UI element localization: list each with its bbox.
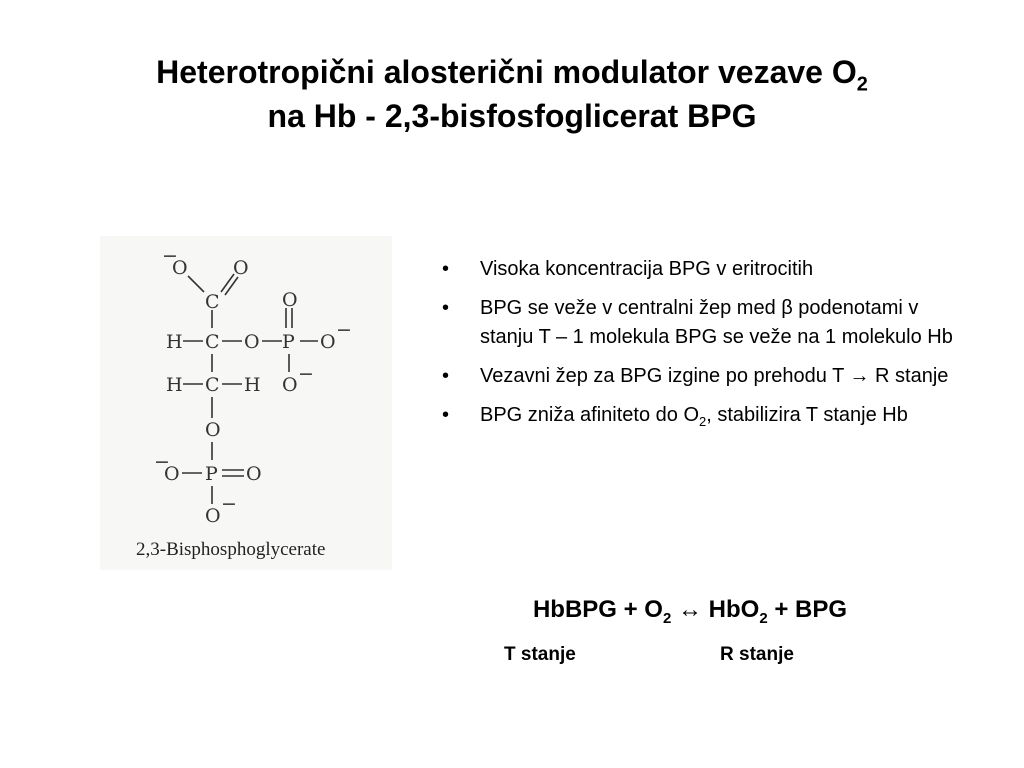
minus-sign: − xyxy=(298,363,314,385)
atom-o: O xyxy=(320,331,336,353)
structure-caption: 2,3-Bisphosphoglycerate xyxy=(136,539,326,560)
minus-sign: − xyxy=(154,451,170,473)
bond-o-c xyxy=(188,276,204,292)
atom-o: O xyxy=(246,463,262,485)
atom-c: C xyxy=(205,291,220,313)
bullet-subscript: 2 xyxy=(699,414,707,429)
minus-sign: − xyxy=(336,319,352,341)
atom-o: O xyxy=(233,257,249,279)
bullet-dot: • xyxy=(442,258,450,280)
title-line-1-text: Heterotropični alosterični modulator vezave O xyxy=(156,54,857,90)
atom-c: C xyxy=(205,331,220,353)
equilibrium-arrow: ↔ xyxy=(671,596,709,623)
minus-sign: − xyxy=(221,493,237,515)
bullet-item xyxy=(440,401,960,430)
bullet-dot: • xyxy=(442,365,450,387)
bpg-structure-svg xyxy=(100,236,392,570)
bullet-text-after: , stabilizira T stanje Hb xyxy=(706,404,908,426)
equation-part-1: HbBPG + O xyxy=(532,596,663,623)
bullet-text: Vezavni žep za BPG izgine po prehodu T → R stanje xyxy=(480,365,949,387)
bullet-text: Visoka koncentracija BPG v eritrocitih xyxy=(480,258,814,280)
equilibrium-equation xyxy=(440,592,940,628)
atom-p: P xyxy=(282,331,295,353)
slide-title xyxy=(40,50,984,138)
atom-o: O xyxy=(205,505,221,527)
r-state-label: R stanje xyxy=(720,644,794,665)
equation-subscript-2: 2 xyxy=(759,609,768,627)
bullet-text xyxy=(480,404,908,429)
title-subscript: 2 xyxy=(856,73,868,96)
atom-o: O xyxy=(282,374,298,396)
bullet-item xyxy=(440,294,960,352)
equation-part-2: HbO xyxy=(708,596,760,623)
atom-p: P xyxy=(205,463,218,485)
bullet-text-before: BPG zniža afiniteto do O xyxy=(480,404,700,426)
title-line-2: na Hb - 2,3-bisfosfoglicerat BPG xyxy=(267,98,757,134)
bullet-item xyxy=(440,255,960,284)
bullet-dot: • xyxy=(442,404,450,426)
atom-o: O xyxy=(164,463,180,485)
equation-part-3: + BPG xyxy=(767,596,848,623)
minus-sign: − xyxy=(162,245,178,267)
bpg-structure-image xyxy=(100,236,392,570)
atom-o: O xyxy=(282,289,298,311)
title-line-1 xyxy=(40,50,984,94)
atom-h: H xyxy=(166,374,183,396)
atom-c: C xyxy=(205,374,220,396)
atom-o: O xyxy=(244,331,260,353)
bullet-text: BPG se veže v centralni žep med β podenotami v stanju T – 1 molekula BPG se veže na 1 molekulo Hb xyxy=(480,297,953,348)
equation-subscript-1: 2 xyxy=(662,609,672,627)
atom-o: O xyxy=(205,419,221,441)
bullet-item xyxy=(440,362,960,391)
bullet-dot: • xyxy=(442,297,450,319)
atom-o: O xyxy=(172,257,188,279)
bullet-list xyxy=(440,255,960,440)
atom-h: H xyxy=(244,374,261,396)
t-state-label: T stanje xyxy=(504,644,576,665)
bond-c-o-double-b xyxy=(225,277,238,295)
atom-h: H xyxy=(166,331,183,353)
